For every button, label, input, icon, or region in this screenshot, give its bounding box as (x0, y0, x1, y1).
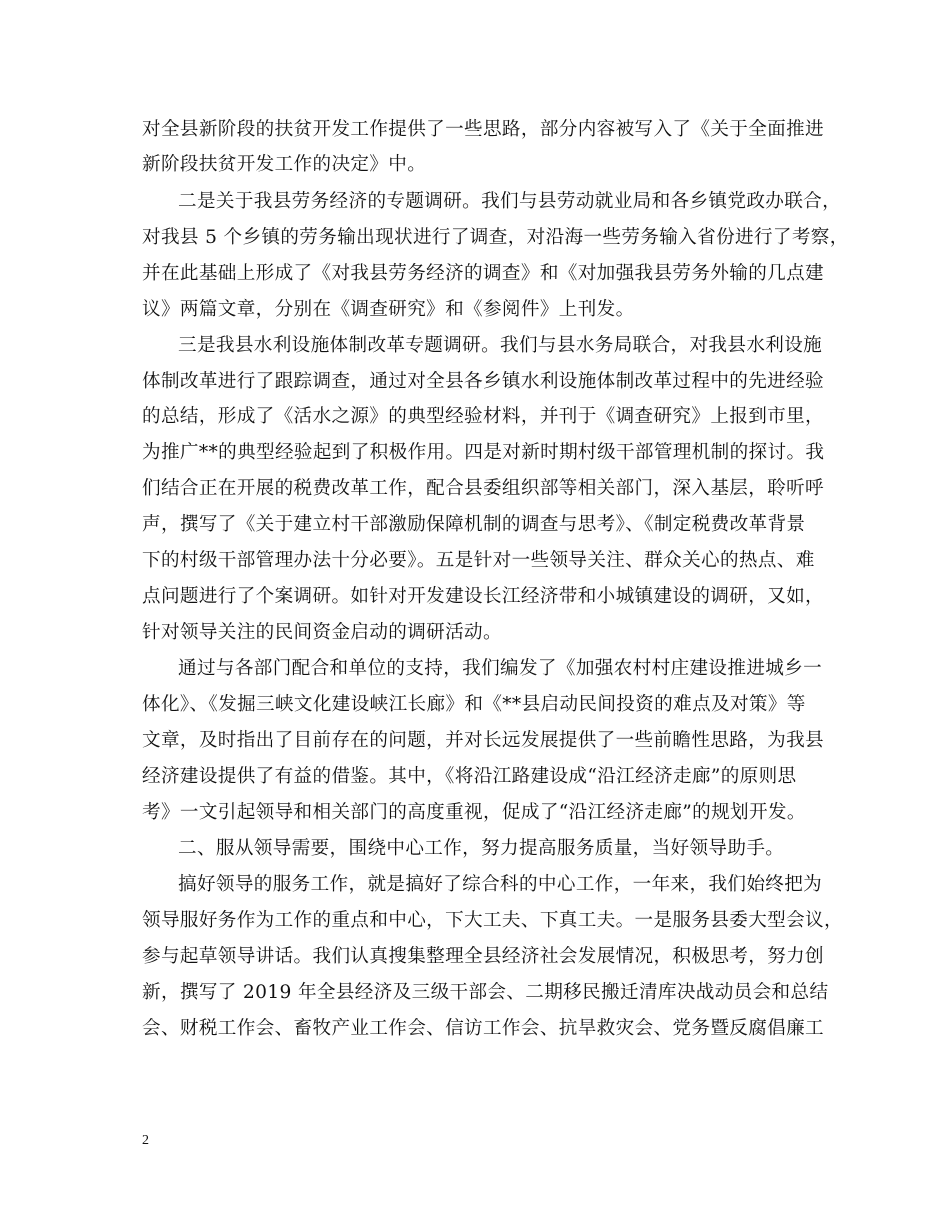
paragraph-start-line: 二是关于我县劳务经济的专题调研。我们与县劳动就业局和各乡镇党政办联合， (178, 191, 842, 212)
text-line: 们结合正在开展的税费改革工作，配合县委组织部等相关部门，深入基层，聆听呼 (142, 478, 824, 499)
text-line: 文章，及时指出了目前存在的问题，并对长远发展提供了一些前瞻性思路，为我县 (142, 730, 824, 751)
paragraph-start-line: 通过与各部门配合和单位的支持，我们编发了《加强农村村庄建设推进城乡一 (178, 658, 823, 679)
text-line: 并在此基础上形成了《对我县劳务经济的调查》和《对加强我县劳务外输的几点建 (142, 263, 824, 284)
text-line: 经济建设提供了有益的借鉴。其中，《将沿江路建设成“沿江经济走廊”的原则思 (142, 766, 797, 787)
text-line: 为推广**的典型经验起到了积极作用。四是对新时期村级干部管理机制的探讨。我 (142, 442, 825, 463)
text-line: 议》两篇文章，分别在《调查研究》和《参阅件》上刊发。 (142, 299, 635, 320)
paragraph-start-line: 三是我县水利设施体制改革专题调研。我们与县水务局联合，对我县水利设施 (178, 335, 823, 356)
text-line: 会、财税工作会、畜牧产业工作会、信访工作会、抗旱救灾会、党务暨反腐倡廉工 (142, 1018, 824, 1039)
text-line: 参与起草领导讲话。我们认真搜集整理全县经济社会发展情况，积极思考，努力创 (142, 946, 824, 967)
text-line: 对我县 5 个乡镇的劳务输出现状进行了调查，对沿海一些劳务输入省份进行了考察， (142, 227, 849, 248)
text-line: 点问题进行了个案调研。如针对开发建设长江经济带和小城镇建设的调研，又如， (142, 586, 824, 607)
text-line: 领导服好务作为工作的重点和中心，下大工夫、下真工夫。一是服务县委大型会议， (142, 910, 843, 931)
text-line: 声，撰写了《关于建立村干部激励保障机制的调查与思考》、《制定税费改革背景 (142, 514, 806, 535)
text-line: 的总结，形成了《活水之源》的典型经验材料，并刊于《调查研究》上报到市里， (142, 406, 824, 427)
text-line: 新阶段扶贫开发工作的决定》中。 (142, 154, 427, 175)
text-line: 体化》、《发掘三峡文化建设峡江长廊》和《**县启动民间投资的难点及对策》等 (142, 694, 806, 715)
section-heading: 二、服从领导需要，围绕中心工作，努力提高服务质量，当好领导助手。 (178, 838, 785, 859)
text-line: 体制改革进行了跟踪调查，通过对全县各乡镇水利设施体制改革过程中的先进经验 (142, 371, 824, 392)
page-number: 2 (142, 1133, 149, 1148)
paragraph-start-line: 搞好领导的服务工作，就是搞好了综合科的中心工作，一年来，我们始终把为 (178, 874, 823, 895)
text-line: 考》一文引起领导和相关部门的高度重视，促成了“沿江经济走廊”的规划开发。 (142, 802, 806, 823)
text-line: 新，撰写了 2019 年全县经济及三级干部会、二期移民搬迁清库决战动员会和总结 (142, 982, 829, 1003)
text-line: 针对领导关注的民间资金启动的调研活动。 (142, 622, 502, 643)
text-line: 下的村级干部管理办法十分必要》。五是针对一些领导关注、群众关心的热点、难 (142, 550, 815, 571)
text-line: 对全县新阶段的扶贫开发工作提供了一些思路，部分内容被写入了《关于全面推进 (142, 119, 824, 140)
